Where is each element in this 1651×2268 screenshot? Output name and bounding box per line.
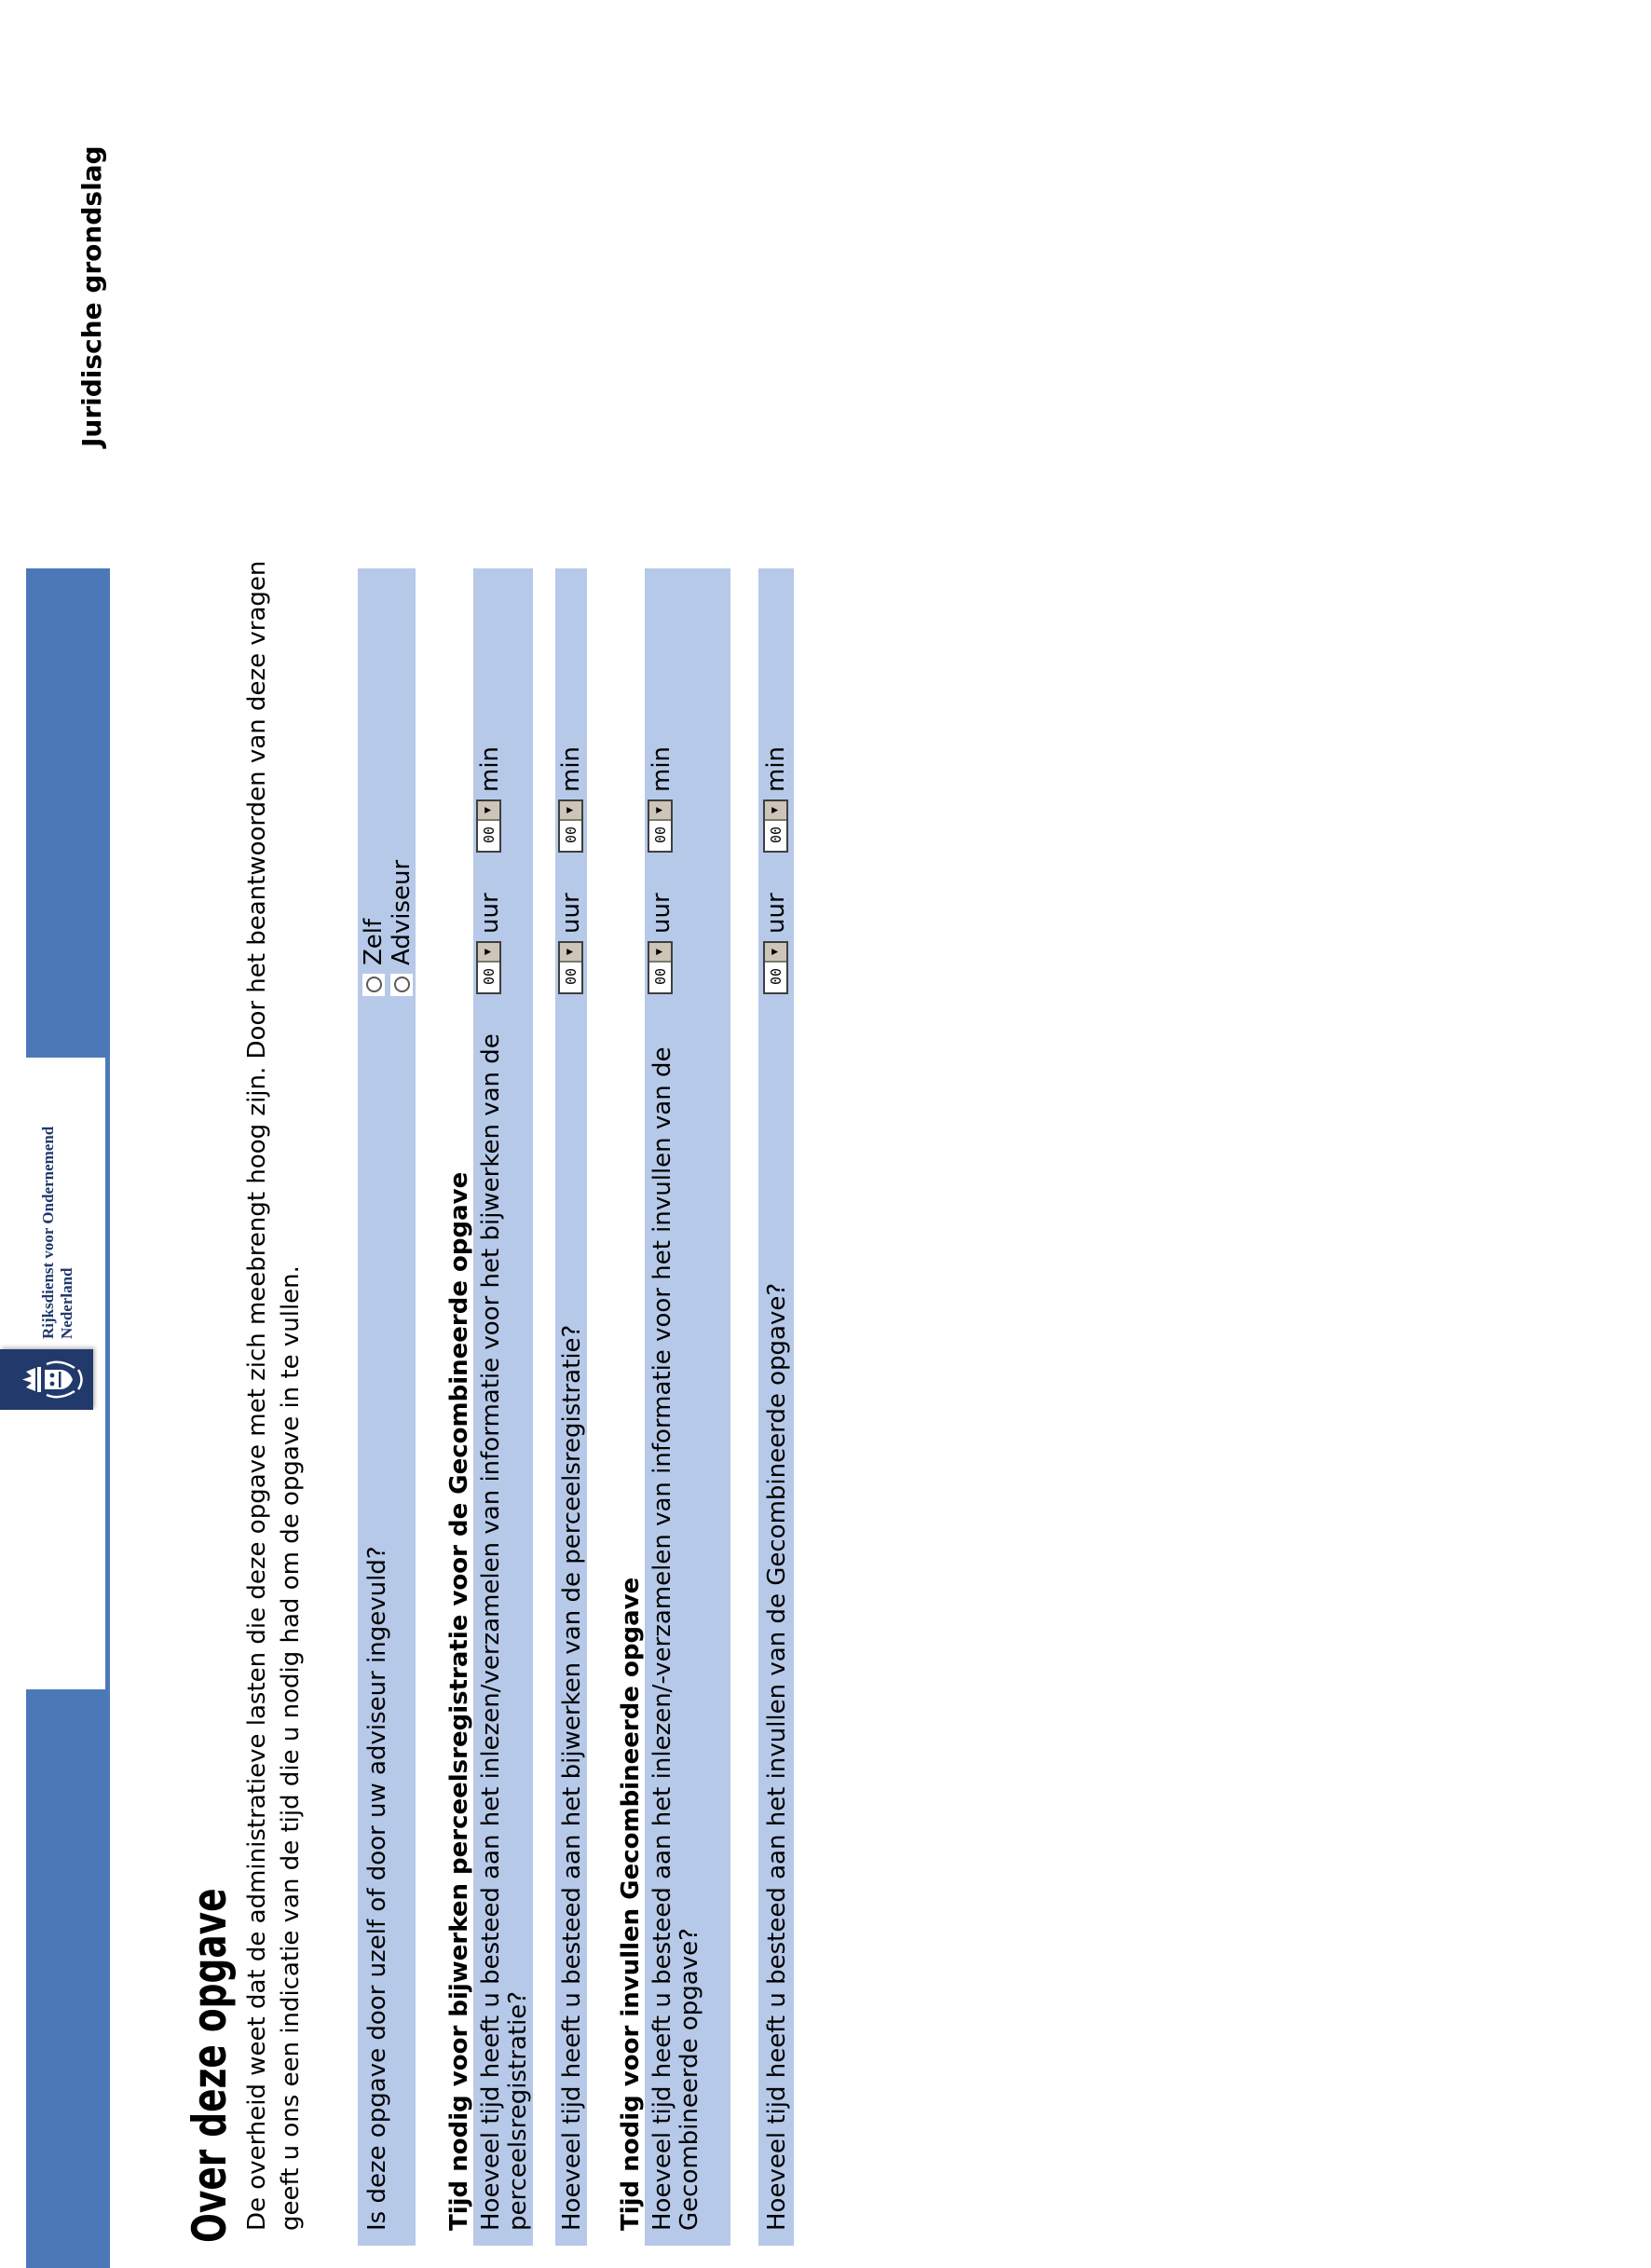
q2-hours-dropdown[interactable] bbox=[476, 941, 501, 994]
q4-hours-value: 00 bbox=[651, 967, 669, 986]
q2-minutes-dropdown-button[interactable] bbox=[478, 801, 499, 821]
chevron-down-icon: ▼ bbox=[771, 807, 780, 813]
radio-option-adviseur-row bbox=[388, 860, 416, 996]
logo-wordmark bbox=[39, 1127, 76, 1339]
radio-adviseur[interactable] bbox=[390, 974, 413, 996]
q4-hours-dropdown-button[interactable] bbox=[649, 943, 671, 963]
q4-minutes-unit-label: min bbox=[648, 745, 675, 792]
q2-text-line2: perceelsregistratie? bbox=[504, 1990, 532, 2231]
q2-hours-value: 00 bbox=[480, 967, 498, 986]
page-title: Over deze opgave bbox=[183, 1888, 237, 2243]
juridische-grondslag-label: Juridische grondslag bbox=[76, 145, 107, 447]
q5-hours-dropdown-button[interactable] bbox=[765, 943, 786, 963]
chevron-down-icon: ▼ bbox=[655, 949, 664, 955]
q5-minutes-unit-label: min bbox=[762, 745, 790, 792]
q3-minutes-dropdown[interactable] bbox=[558, 799, 583, 853]
q5-hours-unit-label: uur bbox=[762, 893, 790, 934]
chevron-down-icon: ▼ bbox=[566, 807, 575, 813]
q3-hours-unit-label: uur bbox=[557, 893, 585, 934]
intro-paragraph bbox=[240, 561, 307, 2231]
question-row-q4 bbox=[645, 568, 730, 2246]
logo-wordmark-line1: Rijksdienst voor Ondernemend bbox=[39, 1126, 57, 1339]
chevron-down-icon: ▼ bbox=[771, 949, 780, 955]
question-row-q1 bbox=[358, 568, 416, 2246]
q2-hours-dropdown-button[interactable] bbox=[478, 943, 499, 963]
question-row-q2 bbox=[473, 568, 533, 2246]
chevron-down-icon: ▼ bbox=[566, 949, 575, 955]
q5-minutes-value: 00 bbox=[767, 826, 785, 844]
q1-text: Is deze opgave door uzelf of door uw adviseur ingevuld? bbox=[363, 1546, 391, 2231]
intro-line1: De overheid weet dat de administratieve lasten die deze opgave met zich meebrengt hoog zijn. Door het beantwoorden van deze vragen bbox=[243, 560, 271, 2231]
header-band-right bbox=[26, 568, 110, 1058]
header-band-left bbox=[26, 1689, 110, 2268]
q4-text-line2: Gecombineerde opgave? bbox=[675, 1928, 703, 2231]
q3-hours-dropdown[interactable] bbox=[558, 941, 583, 994]
q5-hours-dropdown[interactable] bbox=[763, 941, 788, 994]
logo-wordmark-line2: Nederland bbox=[58, 1267, 75, 1339]
q2-minutes-dropdown[interactable] bbox=[476, 799, 501, 853]
q5-minutes-dropdown[interactable] bbox=[763, 799, 788, 853]
q4-minutes-dropdown-button[interactable] bbox=[649, 801, 671, 821]
radio-option-zelf-row bbox=[360, 919, 388, 996]
q5-minutes-dropdown-button[interactable] bbox=[765, 801, 786, 821]
q2-minutes-unit-label: min bbox=[476, 745, 504, 792]
radio-zelf-label: Zelf bbox=[360, 918, 388, 965]
intro-line2: geeft u ons een indicatie van de tijd die u nodig had om de opgave in te vullen. bbox=[277, 1265, 305, 2231]
q4-minutes-dropdown[interactable] bbox=[648, 799, 673, 853]
logo-ribbon bbox=[0, 1349, 93, 1410]
q3-minutes-dropdown-button[interactable] bbox=[560, 801, 581, 821]
chevron-down-icon: ▼ bbox=[484, 807, 493, 813]
q4-hours-unit-label: uur bbox=[648, 893, 675, 934]
chevron-down-icon: ▼ bbox=[484, 949, 493, 955]
q3-minutes-unit-label: min bbox=[557, 745, 585, 792]
q2-text-line1: Hoeveel tijd heeft u besteed aan het inlezen/verzamelen van informatie voor het bijwerken van de bbox=[477, 1033, 505, 2231]
q4-minutes-value: 00 bbox=[651, 826, 669, 844]
radio-zelf-circle bbox=[366, 977, 382, 993]
q2-minutes-value: 00 bbox=[480, 826, 498, 844]
question-row-q3 bbox=[555, 568, 587, 2246]
q4-hours-dropdown[interactable] bbox=[648, 941, 673, 994]
coat-of-arms-icon bbox=[0, 1349, 93, 1410]
q3-hours-dropdown-button[interactable] bbox=[560, 943, 581, 963]
q3-text: Hoeveel tijd heeft u besteed aan het bijwerken van de perceelsregistratie? bbox=[558, 1324, 586, 2231]
q4-text-line1: Hoeveel tijd heeft u besteed aan het inlezen/-verzamelen van informatie voor het invullen van de bbox=[648, 1046, 676, 2231]
question-row-q5 bbox=[758, 568, 794, 2246]
radio-zelf[interactable] bbox=[362, 974, 385, 996]
radio-adviseur-circle bbox=[394, 977, 410, 993]
q3-minutes-value: 00 bbox=[562, 826, 580, 844]
header-rule bbox=[105, 1058, 110, 1689]
q3-hours-value: 00 bbox=[562, 967, 580, 986]
q5-text: Hoeveel tijd heeft u besteed aan het invullen van de Gecombineerde opgave? bbox=[763, 1282, 791, 2231]
q5-hours-value: 00 bbox=[767, 967, 785, 986]
q2-hours-unit-label: uur bbox=[476, 893, 504, 934]
radio-adviseur-label: Adviseur bbox=[388, 859, 416, 965]
section-header-1: Tijd nodig voor bijwerken perceelsregistratie voor de Gecombineerde opgave bbox=[445, 1171, 473, 2231]
chevron-down-icon: ▼ bbox=[655, 807, 664, 813]
section-header-2: Tijd nodig voor invullen Gecombineerde opgave bbox=[617, 1577, 645, 2231]
